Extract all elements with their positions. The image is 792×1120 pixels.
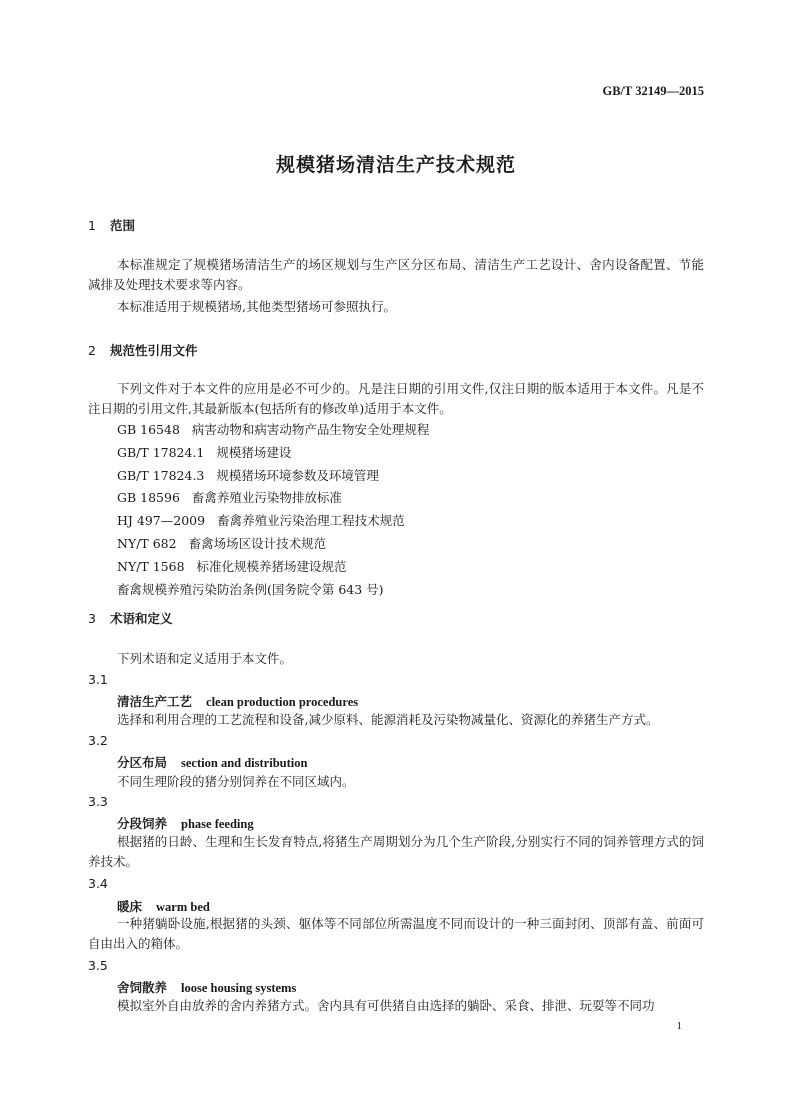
section-title: 范围 bbox=[110, 218, 136, 233]
reference-title: 畜禽规模养殖污染防治条例(国务院令第 643 号) bbox=[117, 581, 384, 597]
term-heading bbox=[117, 692, 358, 710]
standard-code: GB/T 32149—2015 bbox=[602, 84, 704, 98]
reference-code: GB/T 17824.1 bbox=[117, 444, 205, 460]
normative-references-list bbox=[117, 419, 429, 601]
reference-title: 标准化规模养猪场建设规范 bbox=[196, 558, 347, 574]
term-heading bbox=[117, 753, 307, 771]
reference-code: GB 18596 bbox=[117, 490, 180, 506]
document-title: 规模猪场清洁生产技术规范 bbox=[275, 154, 516, 176]
term-number: 3.2 bbox=[88, 733, 108, 748]
term-zh: 分段饲养 bbox=[117, 816, 168, 831]
section-title: 术语和定义 bbox=[110, 611, 173, 626]
term-number: 3.3 bbox=[88, 794, 108, 809]
term-en: warm bed bbox=[156, 900, 210, 914]
page-number: 1 bbox=[676, 1020, 682, 1032]
reference-item bbox=[117, 510, 429, 533]
section-2-heading bbox=[88, 341, 198, 359]
reference-title: 畜禽养殖业污染物排放标准 bbox=[191, 490, 342, 506]
section-3-heading bbox=[88, 609, 173, 627]
section-1-paragraph-1: 本标准规定了规模猪场清洁生产的场区规划与生产区分区布局、清洁生产工艺设计、舍内设备配置、节能减排及处理技术要求等内容。 bbox=[88, 257, 704, 292]
term-en: clean production procedures bbox=[206, 695, 359, 709]
term-zh: 清洁生产工艺 bbox=[117, 694, 193, 709]
term-number: 3.5 bbox=[88, 958, 108, 973]
term-number: 3.4 bbox=[88, 876, 108, 891]
section-2-intro: 下列文件对于本文件的应用是必不可少的。凡是注日期的引用文件,仅注日期的版本适用于本文件。凡是不注日期的引用文件,其最新版本(包括所有的修改单)适用于本文件。 bbox=[88, 381, 704, 416]
term-zh: 暖床 bbox=[117, 899, 143, 914]
term-en: phase feeding bbox=[181, 817, 254, 831]
section-3-intro: 下列术语和定义适用于本文件。 bbox=[117, 651, 293, 666]
section-number: 1 bbox=[88, 218, 96, 233]
reference-code: GB 16548 bbox=[117, 422, 180, 437]
term-definition: 根据猪的日龄、生理和生长发育特点,将猪生产周期划分为几个生产阶段,分别实行不同的饲养管理方式的饲养技术。 bbox=[88, 834, 704, 869]
term-definition: 选择和利用合理的工艺流程和设备,减少原料、能源消耗及污染物减量化、资源化的养猪生产方式。 bbox=[117, 712, 659, 727]
term-definition: 不同生理阶段的猪分别饲养在不同区域内。 bbox=[117, 774, 355, 789]
term-zh: 分区布局 bbox=[117, 755, 168, 770]
section-number: 3 bbox=[88, 611, 96, 626]
term-number: 3.1 bbox=[88, 672, 108, 687]
reference-item bbox=[117, 419, 429, 442]
term-definition: 一种猪躺卧设施,根据猪的头颈、躯体等不同部位所需温度不同而设计的一种三面封闭、顶部有盖、前面可自由出入的箱体。 bbox=[88, 916, 704, 951]
term-definition: 模拟室外自由放养的舍内养猪方式。舍内具有可供猪自由选择的躺卧、采食、排泄、玩耍等不同功 bbox=[117, 998, 655, 1013]
term-zh: 舍饲散养 bbox=[117, 980, 168, 995]
term-en: loose housing systems bbox=[181, 981, 297, 995]
section-1-heading bbox=[88, 216, 135, 234]
reference-item bbox=[117, 556, 429, 579]
reference-item bbox=[117, 487, 429, 510]
section-number: 2 bbox=[88, 343, 96, 358]
reference-code: HJ 497—2009 bbox=[117, 513, 206, 529]
reference-title: 畜禽场场区设计技术规范 bbox=[188, 535, 327, 551]
term-en: section and distribution bbox=[181, 756, 308, 770]
reference-title: 规模猪场环境参数及环境管理 bbox=[216, 467, 379, 483]
term-heading bbox=[117, 978, 296, 996]
reference-title: 规模猪场建设 bbox=[216, 444, 292, 460]
reference-code: NY/T 1568 bbox=[117, 558, 185, 574]
reference-item bbox=[117, 533, 429, 556]
section-title: 规范性引用文件 bbox=[110, 343, 198, 358]
reference-title: 畜禽养殖业污染治理工程技术规范 bbox=[217, 513, 405, 529]
reference-code: GB/T 17824.3 bbox=[117, 467, 205, 483]
section-1-paragraph-2: 本标准适用于规模猪场,其他类型猪场可参照执行。 bbox=[117, 299, 396, 314]
reference-code: NY/T 682 bbox=[117, 535, 177, 551]
term-heading bbox=[117, 897, 210, 915]
reference-item bbox=[117, 442, 429, 465]
term-heading bbox=[117, 814, 254, 832]
reference-item bbox=[117, 579, 429, 602]
reference-item bbox=[117, 465, 429, 488]
reference-title: 病害动物和病害动物产品生物安全处理规程 bbox=[191, 422, 430, 437]
